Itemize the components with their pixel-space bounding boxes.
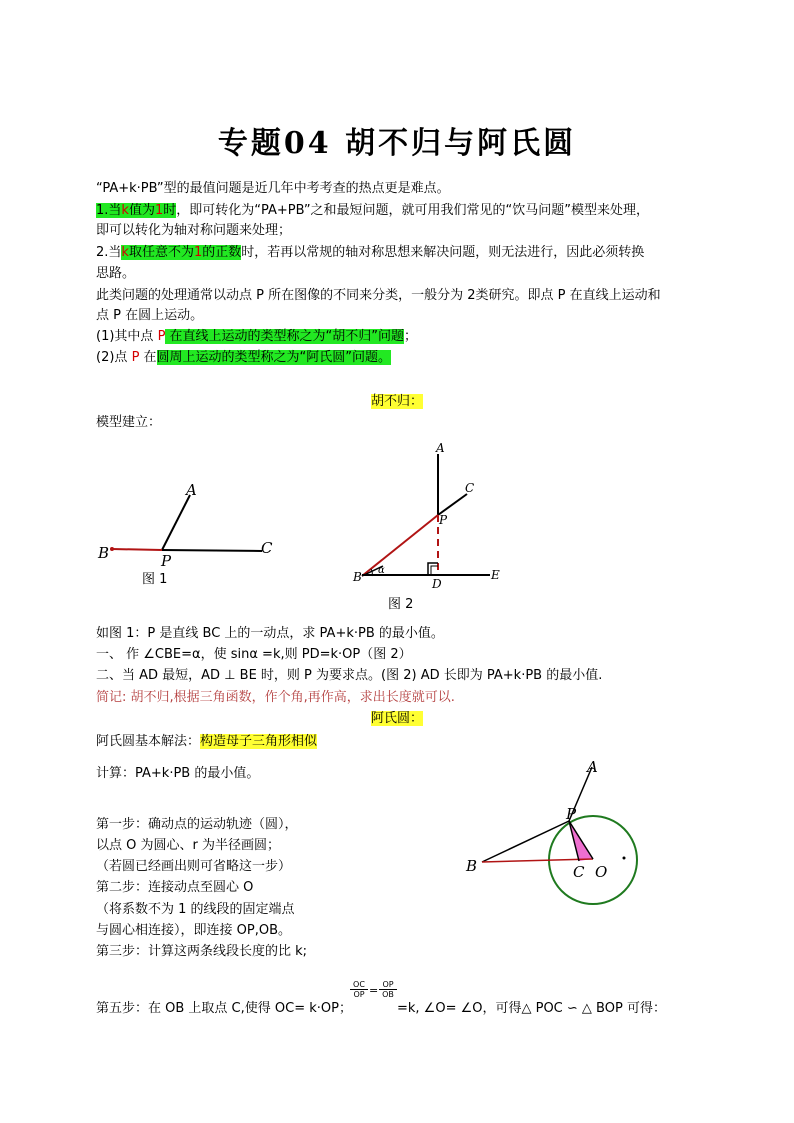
fig2-caption: 图 2 xyxy=(388,597,414,612)
intro-line-4 xyxy=(96,244,644,262)
point-p-red: P xyxy=(157,329,166,344)
intro-line-4-rest: 时，若再以常规的轴对称思想来解决问题，则无法进行，因此必须转换 xyxy=(241,245,645,260)
apollonius-heading: 阿氏圆： xyxy=(370,711,423,726)
frac1-denominator: OP xyxy=(350,989,368,999)
fig2-label-alpha: α xyxy=(378,565,385,576)
fraction-op-ob xyxy=(379,980,397,999)
intro-line-8 xyxy=(96,328,417,346)
intro-line-4-a: 2.当 xyxy=(96,245,122,260)
intro-line-6: 此类问题的处理通常以动点 P 所在图像的不同来分类，一般分为 2类研究。即点 P 在直线上运动和 xyxy=(96,288,661,303)
intro-line-9 xyxy=(96,349,391,367)
calc-line: 计算：PA+k·PB 的最小值。 xyxy=(96,766,260,781)
highlight-case1-c: 时 xyxy=(163,203,177,218)
hubugui-line-2: 一、 作 ∠CBE=α，使 sinα =k,则 PD=k·OP（图 2） xyxy=(96,647,412,662)
intro-line-8-a: (1)其中点 xyxy=(96,329,158,344)
frac2-denominator: OB xyxy=(379,989,397,999)
right-angle-mark-inner xyxy=(431,566,438,575)
segment-pc xyxy=(162,550,262,551)
step-line-6: 与圆心相连接），即连接 OP,OB。 xyxy=(96,923,291,938)
figure-3 xyxy=(460,755,650,915)
fig2-label-p: P xyxy=(439,513,448,527)
highlight-one: 1 xyxy=(154,203,164,218)
step-line-2: 以点 O 为圆心、r 为半径画圆； xyxy=(96,838,280,853)
fig2-label-c: C xyxy=(465,481,475,495)
figure-1 xyxy=(90,475,290,595)
page-title: 专题04 胡不归与阿氏圆 xyxy=(217,126,577,161)
frac2-numerator: OP xyxy=(382,980,394,989)
fig2-label-a: A xyxy=(436,441,445,455)
fig3-label-o: O xyxy=(595,863,608,881)
method-line xyxy=(96,733,317,751)
step-line-5: （将系数不为 1 的线段的固定端点 xyxy=(96,902,295,917)
fig1-label-c: C xyxy=(261,539,273,557)
intro-line-5: 思路。 xyxy=(96,266,136,281)
step5-left: 第五步：在 OB 上取点 C,使得 OC= k·OP； xyxy=(96,1001,352,1016)
figure-2 xyxy=(345,440,525,600)
fig3-label-b: B xyxy=(466,857,478,875)
fig3-label-a: A xyxy=(587,758,598,776)
segment-bp-3 xyxy=(482,821,569,862)
intro-line-7: 点 P 在圆上运动。 xyxy=(96,308,204,323)
highlight-case2-a: 取任意不为 xyxy=(128,245,194,260)
highlight-case2-b: 的正数 xyxy=(202,245,242,260)
fig1-label-b: B xyxy=(98,544,110,562)
method-highlight: 构造母子三角形相似 xyxy=(200,734,318,749)
fig1-label-p: P xyxy=(161,552,172,570)
intro-line-8-end: ； xyxy=(404,329,418,344)
intro-line-9-a: (2)点 xyxy=(96,350,132,365)
step-line-7: 第三步：计算这两条线段长度的比 k; xyxy=(96,944,308,959)
fig3-label-c: C xyxy=(573,863,585,881)
right-angle-mark xyxy=(428,563,438,575)
point-p-red-2: P xyxy=(131,350,140,365)
step-line-1: 第一步：确动点的运动轨迹（圆）， xyxy=(96,817,298,832)
hubugui-heading-wrap xyxy=(0,393,794,411)
step-line-3: （若圆已经画出则可省略这一步） xyxy=(96,859,292,874)
fraction-equals: = xyxy=(369,984,379,997)
step5-right: =k, ∠O= ∠O，可得△ POC ∽ △ BOP 可得： xyxy=(397,1001,666,1016)
point-b-dot xyxy=(110,547,114,551)
apollonius-heading-wrap xyxy=(0,710,794,728)
hubugui-note: 简记: 胡不归,根据三角函数，作个角,再作高，求出长度就可以. xyxy=(96,690,455,705)
segment-pa xyxy=(162,495,190,550)
hubugui-line-3: 二、当 AD 最短，AD ⊥ BE 时，则 P 为要求点。(图 2) AD 长即为 PA+k·PB 的最小值. xyxy=(96,668,603,683)
fig2-label-b: B xyxy=(353,570,362,584)
frac1-numerator: OC xyxy=(353,980,365,989)
highlight-k: k xyxy=(121,203,129,218)
segment-bo xyxy=(482,859,593,862)
intro-line-3: 即可以转化为轴对称问题来处理； xyxy=(96,223,292,238)
segment-pc-2 xyxy=(438,494,467,515)
intro-line-2 xyxy=(96,202,649,220)
fig2-label-e: E xyxy=(491,568,500,582)
segment-bp-2 xyxy=(362,515,438,576)
method-label: 阿氏圆基本解法： xyxy=(96,734,201,749)
fig2-label-d: D xyxy=(432,577,442,591)
highlight-case1-b: 值为 xyxy=(128,203,155,218)
highlight-apollonius-type: 圆周上运动的类型称之为“阿氏圆”问题。 xyxy=(156,350,392,365)
point-dot xyxy=(623,857,626,860)
highlight-hubugui-type: 在直线上运动的类型称之为“胡不归”问题 xyxy=(165,329,405,344)
intro-line-1: “PA+k·PB”型的最值问题是近几年中考考查的热点更是难点。 xyxy=(96,181,450,196)
intro-line-2-rest: ，即可转化为“PA+PB”之和最短问题，就可用我们常见的“饮马问题”模型来处理， xyxy=(176,203,650,218)
hubugui-line-1: 如图 1：P 是直线 BC 上的一动点，求 PA+k·PB 的最小值。 xyxy=(96,626,444,641)
highlight-k-2: k xyxy=(121,245,129,260)
model-label: 模型建立： xyxy=(96,415,162,430)
step-line-4: 第二步：连接动点至圆心 O xyxy=(96,880,254,895)
hubugui-heading: 胡不归： xyxy=(370,394,423,409)
fig1-caption: 图 1 xyxy=(142,572,168,587)
fig3-label-p: P xyxy=(566,805,577,823)
segment-bp xyxy=(112,549,162,550)
fraction-oc-op xyxy=(350,980,368,999)
fig1-label-a: A xyxy=(186,481,197,499)
highlight-case1-a: 1.当 xyxy=(96,203,122,218)
intro-line-9-b: 在 xyxy=(139,350,157,365)
highlight-one-2: 1 xyxy=(193,245,203,260)
